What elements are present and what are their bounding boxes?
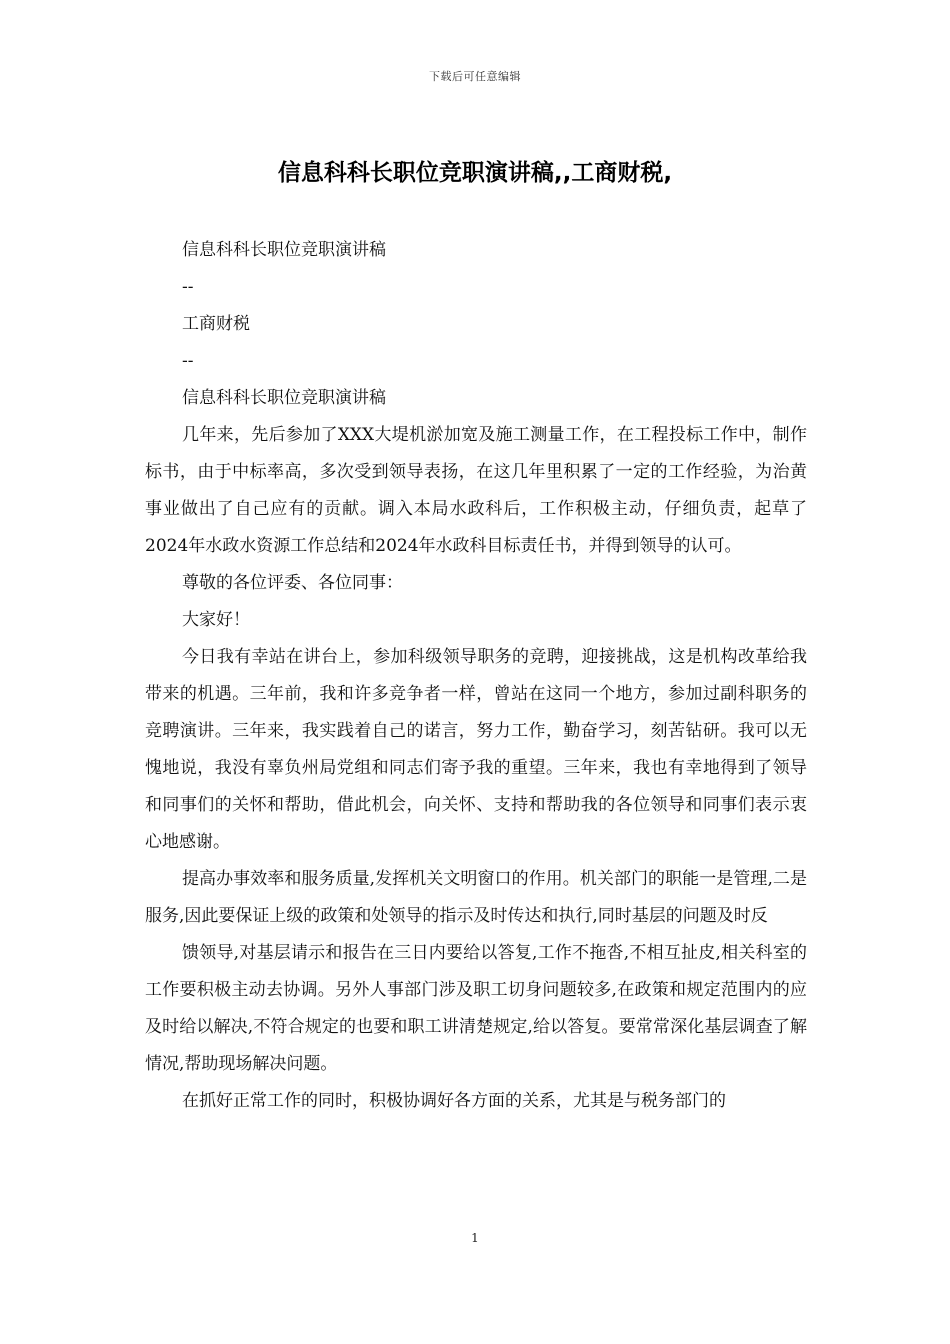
body-paragraph: 在抓好正常工作的同时，积极协调好各方面的关系，尤其是与税务部门的	[182, 1091, 726, 1111]
document-title: 信息科科长职位竞职演讲稿,,工商财税,	[277, 160, 673, 186]
body-paragraph: 几年来，先后参加了XXX大堤机淤加宽及施工测量工作，在工程投标工作中，制作标书，由于中标率高，多次受到领导表扬，在这几年里积累了一定的工作经验，为治黄事业做出了自己应有的贡献。调入本局水政科后，工作积极主动，仔细负责，起草了2024年水政水资源工作总结和2024年水政科目标责任书，并得到领导的认可。	[145, 425, 807, 556]
category-line: 工商财税	[182, 314, 250, 334]
dash-separator: --	[182, 351, 194, 371]
body-paragraph: 馈领导,对基层请示和报告在三日内要给以答复,工作不拖沓,不相互扯皮,相关科室的工作要积极主动去协调。另外人事部门涉及职工切身问题较多,在政策和规定范围内的应及时给以解决,不符合规定的也要和职工讲清楚规定,给以答复。要常常深化基层调查了解情况,帮助现场解决问题。	[145, 943, 807, 1074]
dash-separator: --	[182, 277, 194, 297]
greeting: 大家好！	[182, 610, 250, 630]
header-note: 下载后可任意编辑	[429, 70, 521, 83]
salutation: 尊敬的各位评委、各位同事：	[182, 573, 403, 593]
subtitle-line: 信息科科长职位竞职演讲稿	[182, 240, 386, 260]
body-paragraph: 提高办事效率和服务质量,发挥机关文明窗口的作用。机关部门的职能一是管理,二是服务,因此要保证上级的政策和处领导的指示及时传达和执行,同时基层的问题及时反	[145, 869, 807, 926]
body-paragraph: 今日我有幸站在讲台上，参加科级领导职务的竞聘，迎接挑战，这是机构改革给我带来的机遇。三年前，我和许多竞争者一样，曾站在这同一个地方，参加过副科职务的竞聘演讲。三年来，我实践着自己的诺言，努力工作，勤奋学习，刻苦钻研。我可以无愧地说，我没有辜负州局党组和同志们寄予我的重望。三年来，我也有幸地得到了领导和同事们的关怀和帮助，借此机会，向关怀、支持和帮助我的各位领导和同事们表示衷心地感谢。	[145, 647, 807, 852]
subtitle-line: 信息科科长职位竞职演讲稿	[182, 388, 386, 408]
document-body	[145, 232, 807, 1120]
page-number: 1	[471, 1231, 479, 1245]
